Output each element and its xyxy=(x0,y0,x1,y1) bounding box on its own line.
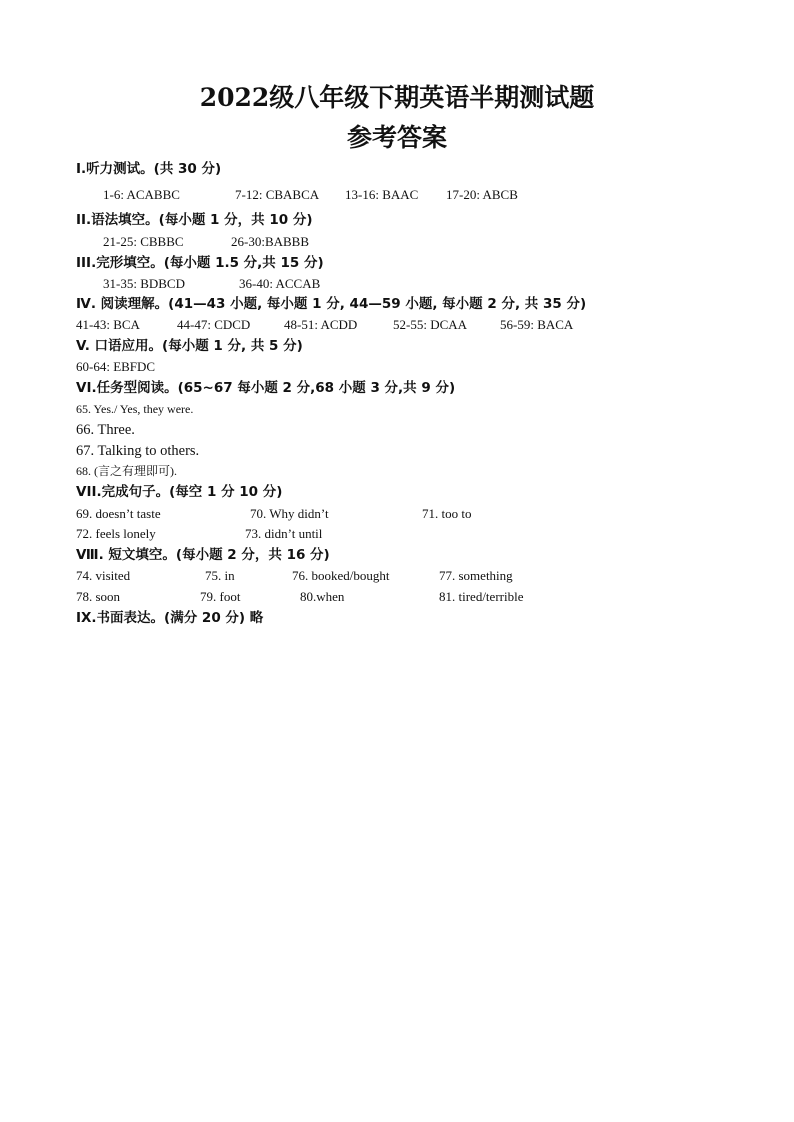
section-heading-grammar: II.语法填空。(每小题 1 分，共 10 分) xyxy=(76,212,313,228)
answer-group: 74. visited xyxy=(76,568,131,583)
answer-line: 65. Yes./ Yes, they were. xyxy=(76,402,194,416)
answer-group: 21-25: CBBBC xyxy=(103,234,184,249)
answer-group: 79. foot xyxy=(200,589,241,604)
page-title: 2022级八年级下期英语半期测试题 xyxy=(199,83,595,112)
page-subtitle: 参考答案 xyxy=(346,123,447,152)
answer-group: 36-40: ACCAB xyxy=(239,276,321,291)
section-heading-cloze: III.完形填空。(每小题 1.5 分,共 15 分) xyxy=(76,255,324,271)
answer-group: 60-64: EBFDC xyxy=(76,359,156,374)
answer-group: 77. something xyxy=(439,568,513,583)
answer-group: 44-47: CDCD xyxy=(177,317,251,332)
answer-group: 72. feels lonely xyxy=(76,526,156,541)
answer-group: 73. didn’t until xyxy=(245,526,323,541)
answer-group: 76. booked/bought xyxy=(292,568,390,583)
answer-group: 13-16: BAAC xyxy=(345,187,419,202)
answer-group: 70. Why didn’t xyxy=(250,506,329,521)
answer-group: 56-59: BACA xyxy=(500,317,574,332)
answer-group: 80.when xyxy=(300,589,345,604)
answer-group: 17-20: ABCB xyxy=(446,187,518,202)
section-heading-passage-fill: Ⅷ. 短文填空。(每小题 2 分，共 16 分) xyxy=(76,547,330,563)
answer-group: 41-43: BCA xyxy=(76,317,140,332)
answer-group: 71. too to xyxy=(422,506,472,521)
answer-group: 69. doesn’t taste xyxy=(76,506,161,521)
answer-group: 48-51: ACDD xyxy=(284,317,358,332)
answer-group: 78. soon xyxy=(76,589,121,604)
section-heading-sentences: VII.完成句子。(每空 1 分 10 分) xyxy=(76,484,283,500)
section-heading-writing: IX.书面表达。(满分 20 分) 略 xyxy=(76,610,264,626)
answer-group: 81. tired/terrible xyxy=(439,589,524,604)
answer-group: 52-55: DCAA xyxy=(393,317,468,332)
section-heading-task-reading: VI.任务型阅读。(65~67 每小题 2 分,68 小题 3 分,共 9 分) xyxy=(76,380,456,396)
answer-line: 68. (言之有理即可). xyxy=(76,464,177,478)
answer-group: 26-30:BABBB xyxy=(231,234,310,249)
section-heading-listening: Ⅰ.听力测试。(共 30 分) xyxy=(76,161,222,177)
answer-group: 31-35: BDBCD xyxy=(103,276,185,291)
answer-group: 7-12: CBABCA xyxy=(235,187,320,202)
answer-group: 1-6: ACABBC xyxy=(103,187,180,202)
answer-group: 75. in xyxy=(205,568,235,583)
section-heading-reading: Ⅳ. 阅读理解。(41—43 小题, 每小题 1 分, 44—59 小题, 每小题 2 分, 共 35 分) xyxy=(76,296,587,312)
answer-line: 66. Three. xyxy=(76,422,135,438)
answer-line: 67. Talking to others. xyxy=(76,443,200,459)
section-heading-speaking: V. 口语应用。(每小题 1 分, 共 5 分) xyxy=(76,338,303,354)
